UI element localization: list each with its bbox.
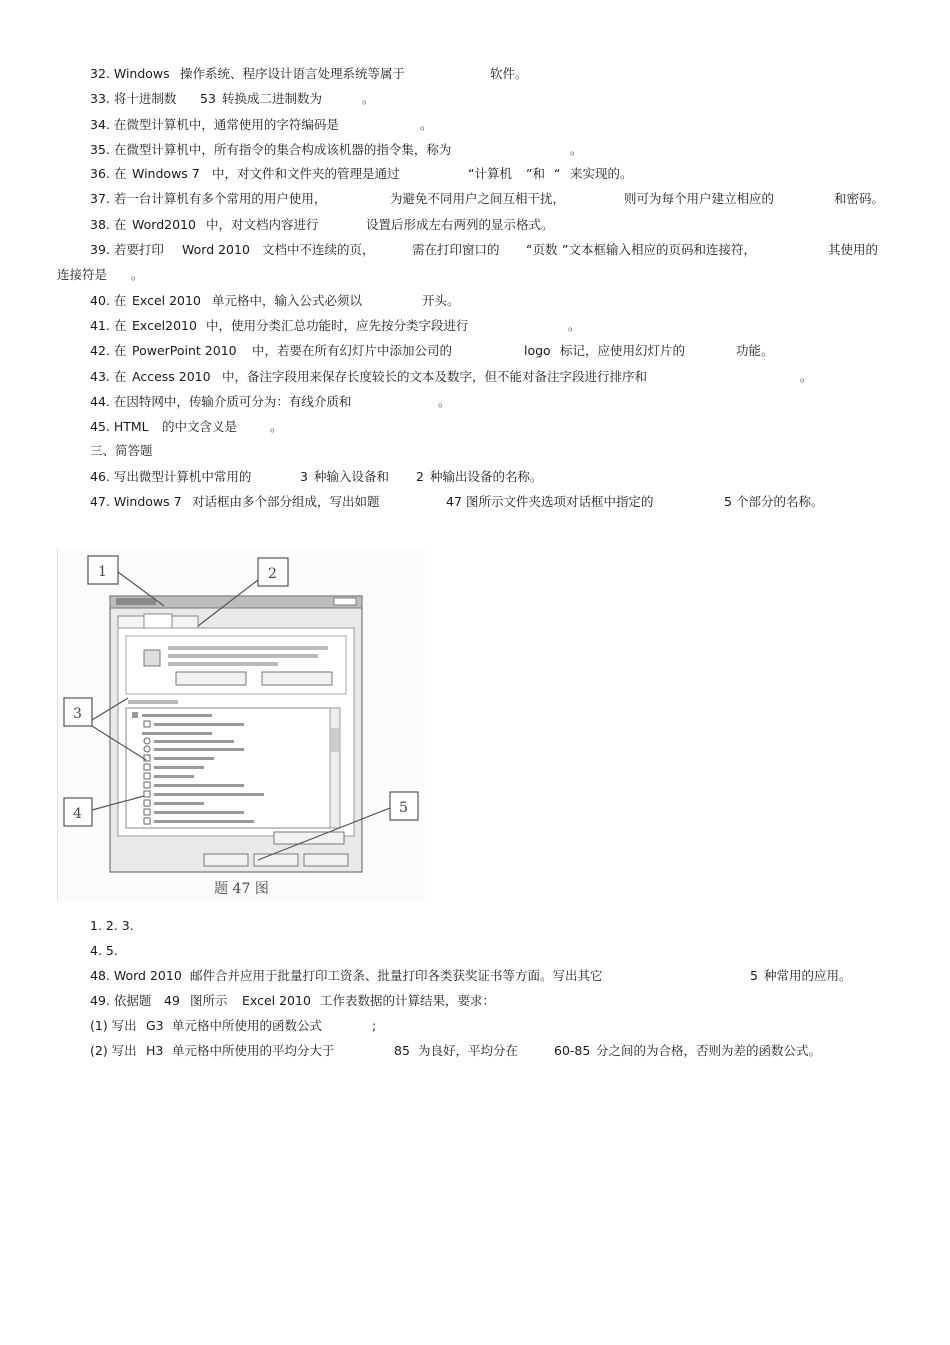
q-seg: 和密码。 bbox=[834, 191, 885, 206]
q-seg: 种输入设备和 bbox=[314, 469, 390, 484]
q-seg: 其使用的 bbox=[828, 242, 879, 257]
q-seg: 。 bbox=[362, 91, 375, 106]
q-seg: 邮件合并应用于批量打印工资条、批量打印各类获奖证书等方面。写出其它 bbox=[190, 968, 603, 983]
q-seg: Word2010 bbox=[132, 217, 196, 232]
q-seg: 单元格中所使用的平均分大于 bbox=[172, 1043, 335, 1058]
q-seg: 40. 在 bbox=[90, 293, 127, 308]
q-seg: 41. 在 bbox=[90, 318, 127, 333]
q-seg: Word 2010 bbox=[182, 242, 250, 257]
q-seg: 工作表数据的计算结果，要求： bbox=[320, 993, 496, 1008]
question-49-part-2 bbox=[90, 1043, 822, 1171]
q-seg: Windows 7 bbox=[132, 166, 200, 181]
q-seg: 设置后形成左右两列的显示格式。 bbox=[366, 217, 554, 232]
q-seg: 个部分的名称。 bbox=[736, 494, 824, 509]
q-seg: 中，备注字段用来保存长度较长的文本及数字，但不能对备注字段进行排序和 bbox=[222, 369, 648, 384]
figure-caption: 题 47 图 bbox=[214, 881, 269, 897]
q-seg: H3 bbox=[146, 1043, 164, 1058]
q-seg: 。 bbox=[131, 267, 144, 282]
q-seg: 的中文含义是 bbox=[162, 419, 238, 434]
q-seg: 38. 在 bbox=[90, 217, 127, 232]
q-seg: 5 bbox=[750, 968, 758, 983]
q-seg: 种常用的应用。 bbox=[764, 968, 852, 983]
q-seg: 。 bbox=[800, 369, 813, 384]
callout-5: 5 bbox=[399, 800, 408, 816]
q-seg: (1) 写出 bbox=[90, 1018, 137, 1033]
q-seg: 。 bbox=[570, 142, 583, 157]
q-seg: 需在打印窗口的 bbox=[412, 242, 500, 257]
q-seg: 60-85 bbox=[554, 1043, 591, 1058]
q-seg: 。 bbox=[568, 318, 581, 333]
q-seg: 42. 在 bbox=[90, 343, 127, 358]
dialog-illustration bbox=[58, 548, 425, 878]
q-seg: 。 bbox=[438, 394, 451, 409]
q-seg: 中，对文件和文件夹的管理是通过 bbox=[212, 166, 400, 181]
q-seg: 转换成二进制数为 bbox=[222, 91, 323, 106]
q-seg: 软件。 bbox=[490, 66, 528, 81]
q-seg: 开头。 bbox=[422, 293, 460, 308]
q-seg: 操作系统、程序设计语言处理系统等属于 bbox=[180, 66, 406, 81]
callout-2: 2 bbox=[268, 566, 277, 582]
q-seg: 3 bbox=[300, 469, 308, 484]
q-seg: 种输出设备的名称。 bbox=[430, 469, 543, 484]
q-seg: 49. 依据题 bbox=[90, 993, 152, 1008]
q-seg: 2 bbox=[416, 469, 424, 484]
callout-4: 4 bbox=[73, 806, 82, 822]
q-seg: Excel 2010 bbox=[242, 993, 311, 1008]
q-seg: 48. Word 2010 bbox=[90, 968, 182, 983]
q-seg: 36. 在 bbox=[90, 166, 127, 181]
q-seg: 图所示 bbox=[190, 993, 228, 1008]
q-seg: 44. 在因特网中，传输介质可分为：有线介质和 bbox=[90, 394, 352, 409]
q-seg: 图所示文件夹选项对话框中指定的 bbox=[466, 494, 654, 509]
q-seg: logo bbox=[524, 343, 551, 358]
callout-3: 3 bbox=[73, 706, 82, 722]
q-seg: 5 bbox=[724, 494, 732, 509]
q-seg: ”文本框输入相应的页码和连接符， bbox=[562, 242, 756, 257]
q-seg: 连接符是 bbox=[57, 267, 108, 282]
q-seg: ; bbox=[372, 1018, 377, 1033]
q-seg: PowerPoint 2010 bbox=[132, 343, 237, 358]
q-seg: “页数 bbox=[526, 242, 558, 257]
q-seg: 对话框由多个部分组成，写出如题 bbox=[192, 494, 380, 509]
q-seg: 33. 将十进制数 bbox=[90, 91, 177, 106]
q-seg: 为避免不同用户之间互相干扰， bbox=[390, 191, 566, 206]
q-seg: 分之间的为合格，否则为差的函数公式。 bbox=[596, 1043, 822, 1058]
q-seg: “计算机 bbox=[468, 166, 512, 181]
q-seg: 中，使用分类汇总功能时，应先按分类字段进行 bbox=[206, 318, 469, 333]
q-seg: 32. Windows bbox=[90, 66, 170, 81]
q-seg: 标记，应使用幻灯片的 bbox=[560, 343, 686, 358]
q-seg: 。 bbox=[420, 117, 433, 132]
q-seg: G3 bbox=[146, 1018, 164, 1033]
q-seg: 则可为每个用户建立相应的 bbox=[624, 191, 775, 206]
q-seg: “ bbox=[554, 166, 561, 181]
q-seg: 功能。 bbox=[736, 343, 774, 358]
q-seg: 39. 若要打印 bbox=[90, 242, 164, 257]
q-seg: ”和 bbox=[526, 166, 545, 181]
q-seg: 34. 在微型计算机中，通常使用的字符编码是 bbox=[90, 117, 339, 132]
q-seg: Excel 2010 bbox=[132, 293, 201, 308]
q-seg: 46. 写出微型计算机中常用的 bbox=[90, 469, 252, 484]
q-seg: 单元格中所使用的函数公式 bbox=[172, 1018, 323, 1033]
q-seg: 中，对文档内容进行 bbox=[206, 217, 319, 232]
callout-1: 1 bbox=[98, 564, 107, 580]
q-seg: 47. Windows 7 bbox=[90, 494, 182, 509]
q-seg: 三、简答题 bbox=[90, 443, 153, 458]
q-seg: 53 bbox=[200, 91, 216, 106]
q-seg: 来实现的。 bbox=[570, 166, 633, 181]
q-seg: 单元格中，输入公式必须以 bbox=[212, 293, 363, 308]
q-seg: Excel2010 bbox=[132, 318, 197, 333]
q-seg: 35. 在微型计算机中，所有指令的集合构成该机器的指令集，称为 bbox=[90, 142, 452, 157]
q-seg: 43. 在 bbox=[90, 369, 127, 384]
figure-47-folder-options-dialog bbox=[57, 548, 425, 902]
q-seg: 37. 若一台计算机有多个常用的用户使用， bbox=[90, 191, 327, 206]
q-seg: 。 bbox=[270, 419, 283, 434]
q-seg: Access 2010 bbox=[132, 369, 211, 384]
q-seg: 45. HTML bbox=[90, 419, 149, 434]
q-seg: 4. 5. bbox=[90, 943, 118, 958]
q-seg: 中，若要在所有幻灯片中添加公司的 bbox=[252, 343, 453, 358]
q-seg: 85 bbox=[394, 1043, 410, 1058]
q-seg: 1. 2. 3. bbox=[90, 918, 134, 933]
q-seg: (2) 写出 bbox=[90, 1043, 137, 1058]
q-seg: 47 bbox=[446, 494, 462, 509]
q-seg: 49 bbox=[164, 993, 180, 1008]
q-seg: 为良好，平均分在 bbox=[418, 1043, 519, 1058]
q-seg: 文档中不连续的页， bbox=[262, 242, 375, 257]
